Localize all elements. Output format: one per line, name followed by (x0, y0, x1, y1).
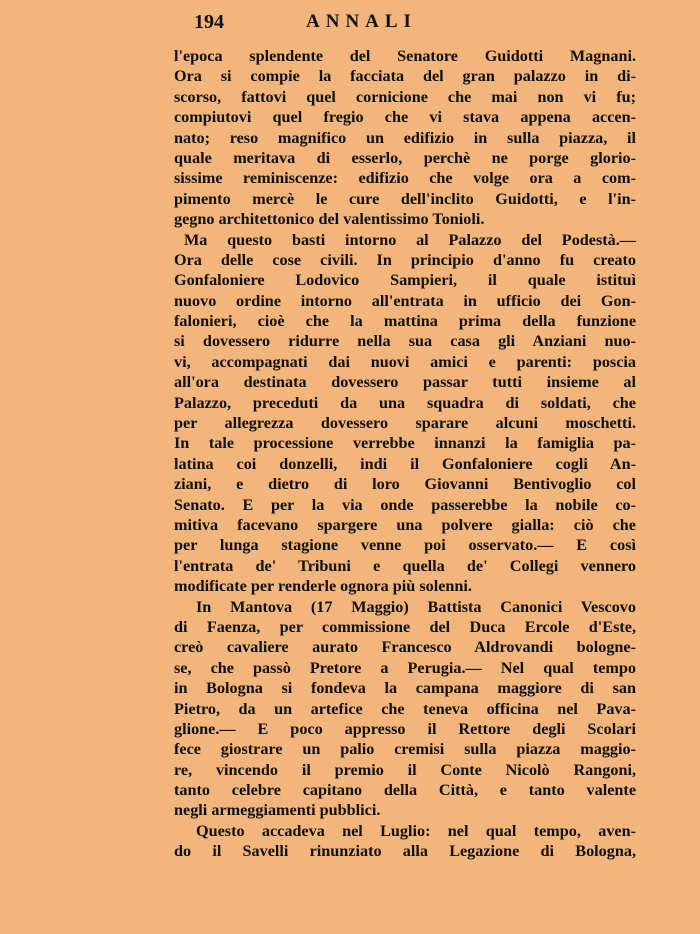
text-line: nuovo ordine intorno all'entrata in ufficio dei Gon- (174, 291, 636, 310)
text-line: falonieri, cioè che la mattina prima della funzione (174, 312, 636, 331)
text-line: pimento mercè le cure dell'inclito Guidotti, e l'in- (174, 189, 636, 208)
text-line: tanto celebre capitano della Città, e tanto valente (174, 781, 636, 800)
text-line: sissime reminiscenze: edifizio che volge ora a com- (174, 169, 636, 188)
text-line: l'entrata de' Tribuni e quella de' Collegi vennero (174, 556, 636, 575)
text-line: di Faenza, per commissione del Duca Ercole d'Este, (174, 617, 636, 636)
text-line: negli armeggiamenti pubblici. (174, 801, 381, 820)
page-header (194, 11, 644, 37)
running-title: ANNALI (306, 11, 417, 32)
text-line: In tale processione verrebbe innanzi la famiglia pa- (174, 434, 636, 453)
text-line: do il Savelli rinunziato alla Legazione di Bologna, (174, 842, 636, 861)
text-line: Gonfaloniere Lodovico Sampieri, il quale istituì (174, 271, 636, 290)
text-line: In Mantova (17 Maggio) Battista Canonici Vescovo (196, 597, 636, 616)
text-line: in Bologna si fondeva la campana maggiore di san (174, 679, 636, 698)
text-line: fece giostrare un palio cremisi sulla piazza maggio- (174, 740, 636, 759)
text-line: Ora delle cose civili. In principio d'anno fu creato (174, 250, 636, 269)
text-line: ziani, e dietro di loro Giovanni Bentivoglio col (174, 475, 636, 494)
text-line: gegno architettonico del valentissimo Tonioli. (174, 210, 485, 229)
text-line: quale meritava di esserlo, perchè ne porge glorio- (174, 148, 636, 167)
text-line: compiutovi quel fregio che vi stava appena accen- (174, 108, 636, 127)
body-text (174, 46, 636, 862)
page-number: 194 (194, 11, 224, 33)
text-line: all'ora destinata dovessero passar tutti insieme al (174, 373, 636, 392)
text-line: Palazzo, preceduti da una squadra di soldati, che (174, 393, 636, 412)
text-line: Senato. E per la via onde passerebbe la nobile co- (174, 495, 636, 514)
text-line: scorso, fattovi quel cornicione che mai non vi fu; (174, 87, 636, 106)
text-line: re, vincendo il premio il Conte Nicolò Rangoni, (174, 760, 636, 779)
text-line: nato; reso magnifico un edifizio in sulla piazza, il (174, 128, 636, 147)
text-line: glione.— E poco appresso il Rettore degli Scolari (174, 719, 636, 738)
text-line: se, che passò Pretore a Perugia.— Nel qual tempo (174, 658, 636, 677)
text-line: latina coi donzelli, indi il Gonfaloniere cogli An- (174, 454, 636, 473)
text-line: mitiva facevano spargere una polvere gialla: ciò che (174, 515, 636, 534)
text-line: Ora si compie la facciata del gran palazzo in di- (174, 67, 636, 86)
text-line: l'epoca splendente del Senatore Guidotti Magnani. (174, 47, 636, 65)
text-line: vi, accompagnati dai nuovi amici e parenti: poscia (174, 352, 636, 371)
text-line: modificate per renderle ognora più solenni. (174, 577, 472, 596)
text-line: Questo accadeva nel Luglio: nel qual tempo, aven- (196, 821, 636, 840)
text-line: Ma questo basti intorno al Palazzo del Podestà.— (184, 230, 636, 249)
text-line: per allegrezza dovessero sparare alcuni moschetti. (174, 414, 636, 433)
text-line: creò cavaliere aurato Francesco Aldrovandi bologne- (174, 638, 636, 657)
text-line: si dovessero ridurre nella sua casa gli Anziani nuo- (174, 332, 636, 351)
text-line: Pietro, da un artefice che teneva officina nel Pava- (174, 699, 636, 718)
text-line: per lunga stagione venne poi osservato.— E così (174, 536, 636, 555)
